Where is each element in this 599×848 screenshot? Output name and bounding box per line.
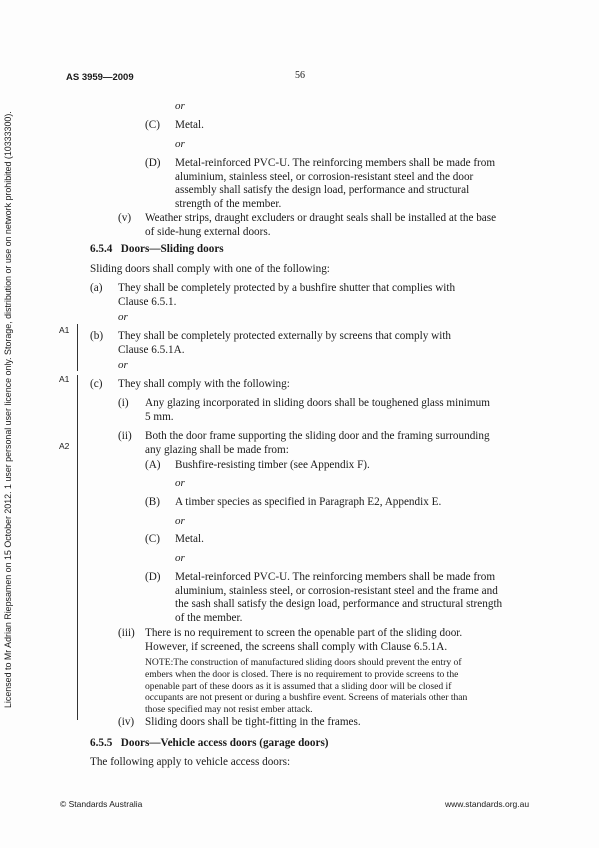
item-label: (D) xyxy=(145,571,161,583)
or-connector: or xyxy=(175,515,185,527)
section-heading-6-5-5 xyxy=(90,737,329,749)
item-label: (D) xyxy=(145,157,161,169)
or-connector: or xyxy=(118,311,128,323)
item-label: (A) xyxy=(145,459,161,471)
amendment-bar xyxy=(77,375,78,720)
item-text: Metal. xyxy=(175,119,204,131)
item-paragraph: Metal-reinforced PVC-U. The reinforcing members shall be made from aluminium, stainless steel, or corrosion-resistant steel and the door assembly shall satisfy the design load, performance and structural strength of the member. xyxy=(175,157,496,210)
section-number: 6.5.5 xyxy=(90,737,113,749)
note-paragraph: NOTE:The construction of manufactured sliding doors should prevent the entry of embers when the door is closed. There is no requirement to provide screens to the openable part of these doors as it is assumed that a sliding door will be closed if occupants are not present or during a bushfire event. Screens of materials other than those specified may not resist ember attack. xyxy=(145,657,468,716)
item-paragraph: Any glazing incorporated in sliding doors shall be toughened glass minimum 5 mm. xyxy=(145,397,490,423)
item-label: (C) xyxy=(145,119,160,131)
or-connector: or xyxy=(118,359,128,371)
item-label: (iii) xyxy=(118,627,135,639)
item-paragraph: They shall be completely protected by a bushfire shutter that complies with Clause 6.5.1. xyxy=(118,282,456,308)
document-id: AS 3959—2009 xyxy=(66,72,134,83)
item-paragraph: Weather strips, draught excluders or draught seals shall be installed at the base of side-hung external doors. xyxy=(145,212,497,238)
footer-copyright: © Standards Australia xyxy=(60,799,143,809)
amendment-marker-a2: A2 xyxy=(59,441,70,451)
section-intro: Sliding doors shall comply with one of the following: xyxy=(90,263,330,275)
item-text: They shall comply with the following: xyxy=(118,378,290,390)
or-connector: or xyxy=(175,477,185,489)
item-label: (iv) xyxy=(118,716,135,728)
item-text: Sliding doors shall be tight-fitting in the frames. xyxy=(145,716,361,728)
item-text: A timber species as specified in Paragraph E2, Appendix E. xyxy=(175,496,442,508)
or-connector: or xyxy=(175,552,185,564)
item-paragraph: Metal-reinforced PVC-U. The reinforcing members shall be made from aluminium, stainless steel, or corrosion-resistant steel and the frame and the sash shall satisfy the design load, performance and structural strength of the member. xyxy=(175,571,503,624)
item-paragraph: There is no requirement to screen the openable part of the sliding door. However, if screened, the screens shall comply with Clause 6.5.1A. xyxy=(145,627,463,653)
item-label: (b) xyxy=(90,330,104,342)
item-paragraph: Both the door frame supporting the sliding door and the framing surrounding any glazing shall be made from: xyxy=(145,430,490,456)
item-paragraph: They shall be completely protected externally by screens that comply with Clause 6.5.1A. xyxy=(118,330,452,356)
item-label: (C) xyxy=(145,533,160,545)
section-number: 6.5.4 xyxy=(90,243,113,255)
footer-url[interactable]: www.standards.org.au xyxy=(445,799,530,809)
item-label: (i) xyxy=(118,397,129,409)
section-title: Doors—Vehicle access doors (garage doors) xyxy=(120,737,329,749)
page-number: 56 xyxy=(295,70,305,81)
item-label: (ii) xyxy=(118,430,132,442)
item-text: Metal. xyxy=(175,533,204,545)
or-connector: or xyxy=(175,100,185,112)
item-text: Bushfire-resisting timber (see Appendix F). xyxy=(175,459,370,471)
section-intro: The following apply to vehicle access doors: xyxy=(90,756,291,768)
item-label: (B) xyxy=(145,496,160,508)
item-label: (v) xyxy=(118,212,132,224)
or-connector: or xyxy=(175,138,185,150)
licence-notice-text: Licensed to Mr Adrian Riepsamen on 15 October 2012. 1 user personal user licence only. Storage, distribution or use on network prohibited (10333300). xyxy=(3,111,13,708)
section-heading-6-5-4 xyxy=(90,243,224,255)
section-title: Doors—Sliding doors xyxy=(120,243,224,255)
amendment-bar xyxy=(77,324,78,371)
item-label: (a) xyxy=(90,282,103,294)
item-label: (c) xyxy=(90,378,103,390)
amendment-marker-a1: A1 xyxy=(59,374,70,384)
amendment-marker-a1: A1 xyxy=(59,325,70,335)
